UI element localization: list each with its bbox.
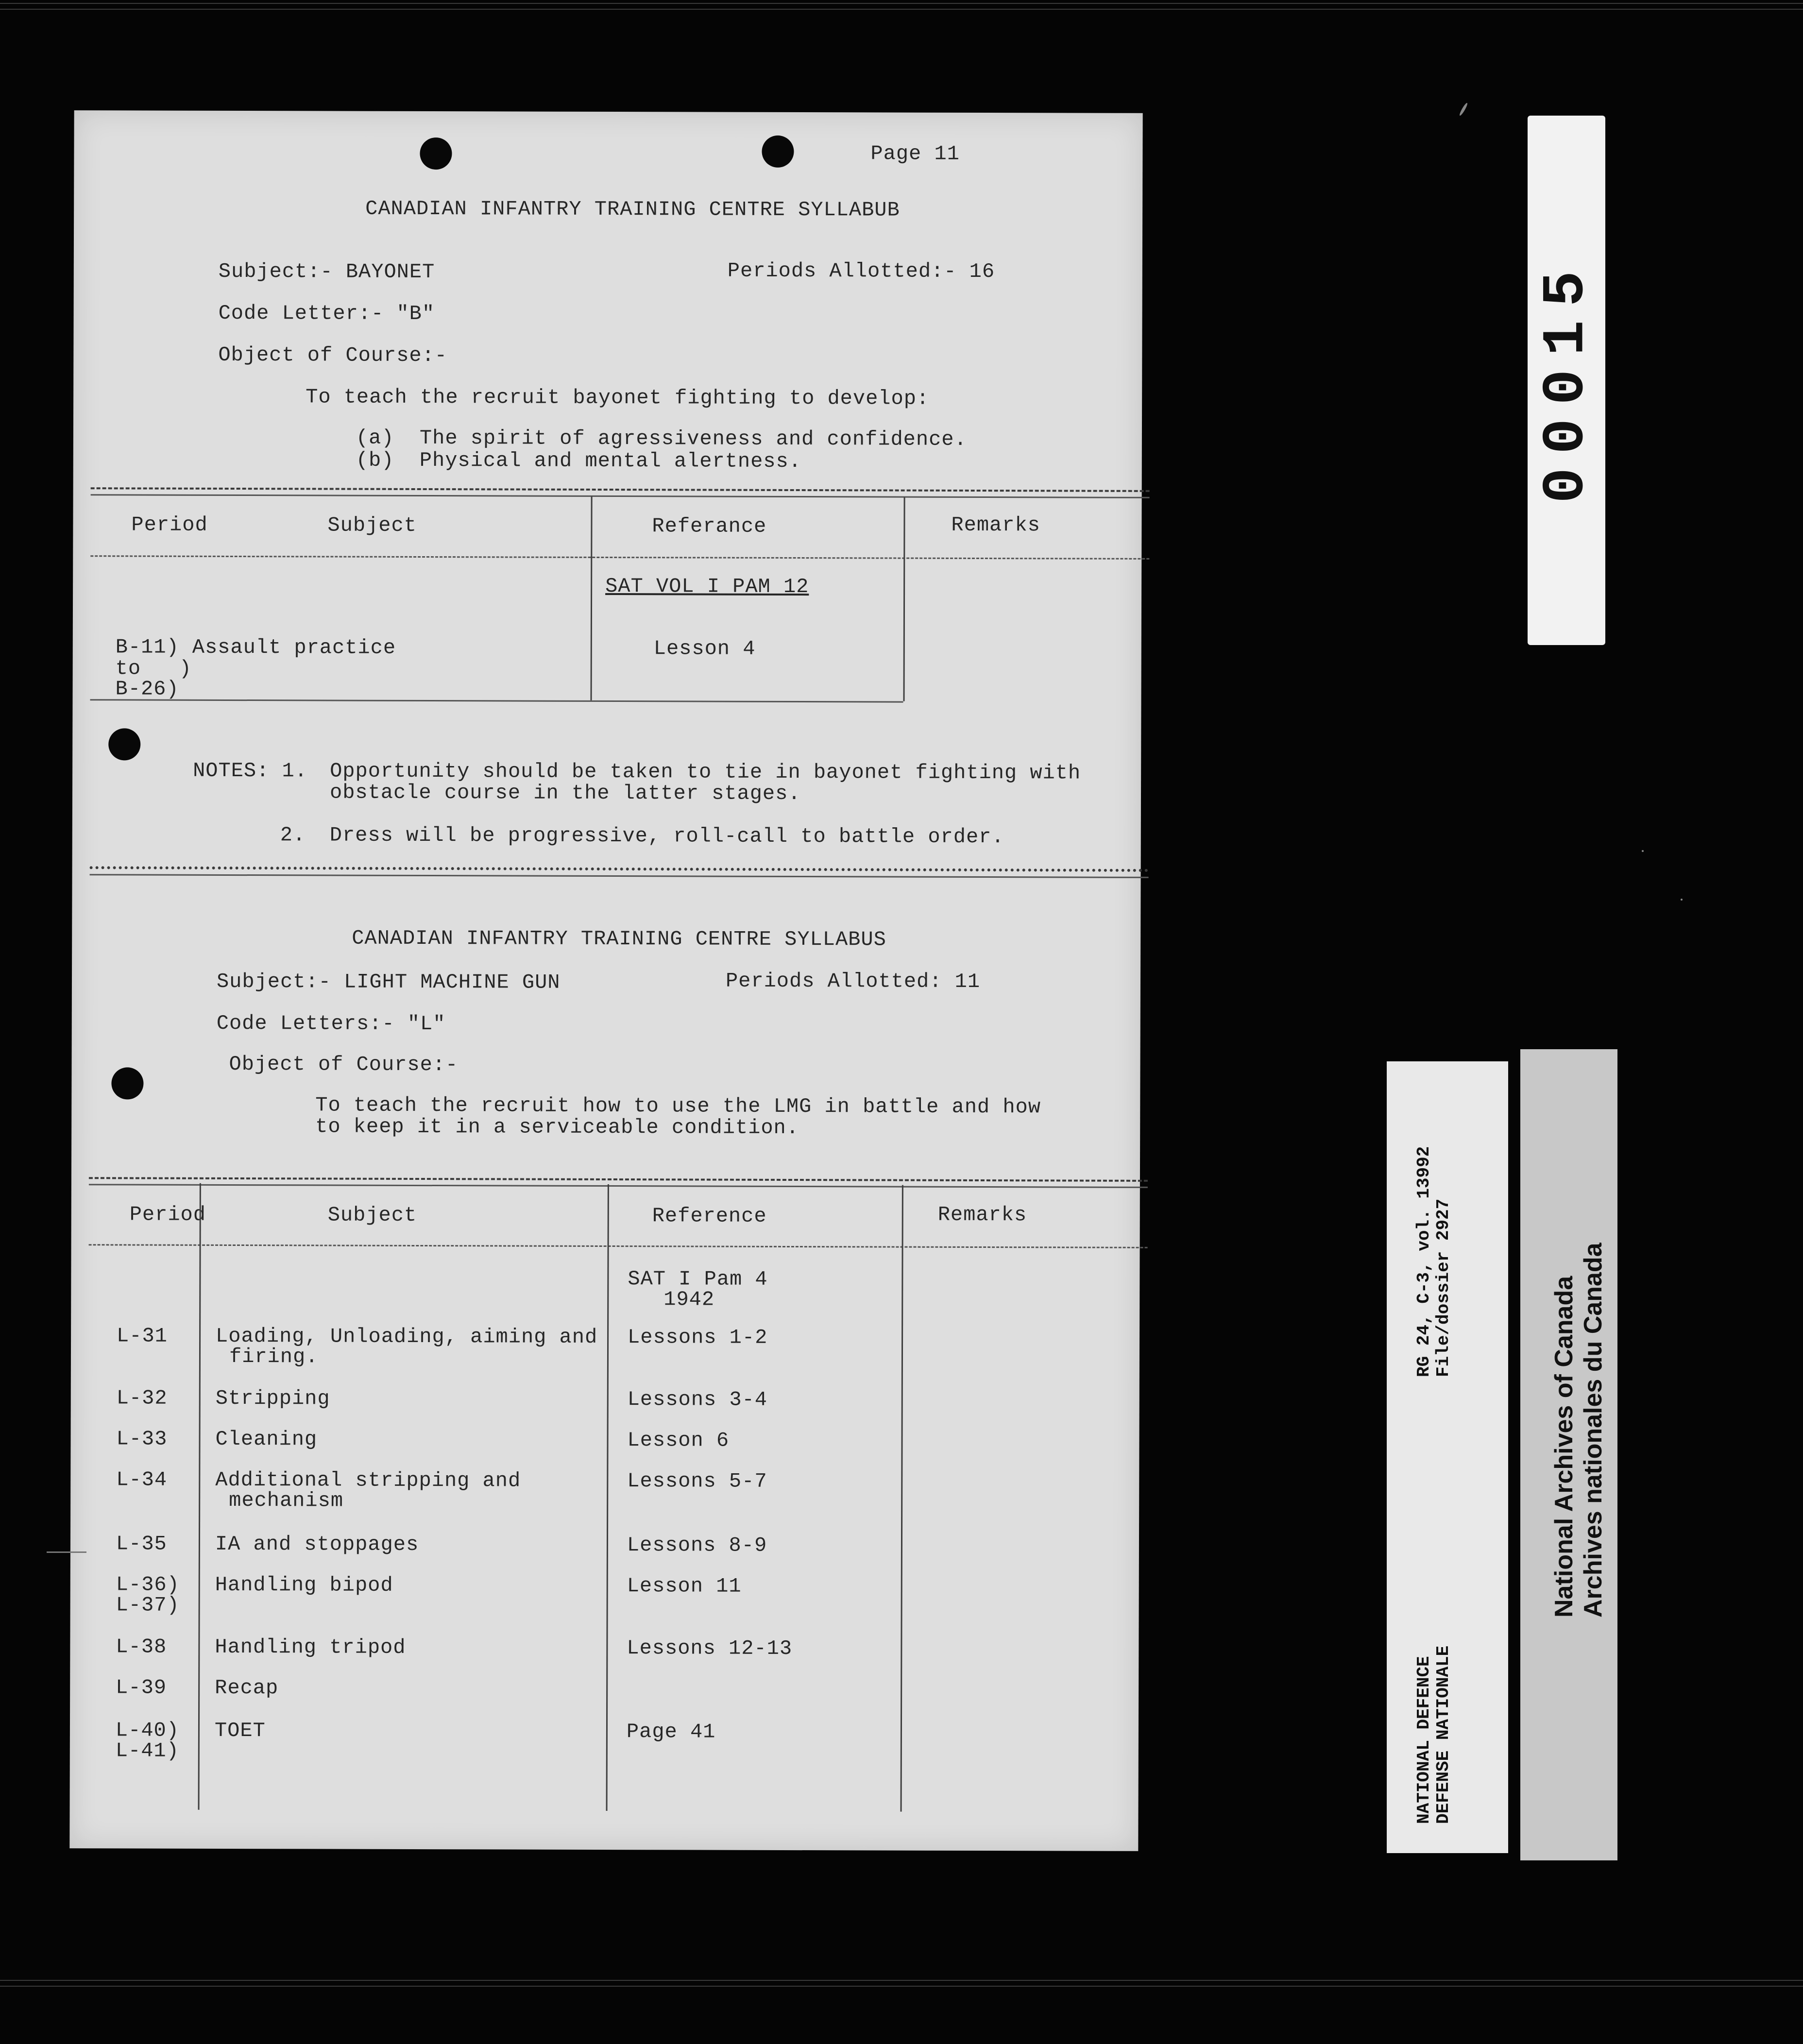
row-period: L-39 <box>116 1676 167 1700</box>
section2-periods: Periods Allotted: 11 <box>725 969 981 994</box>
punch-hole <box>762 136 794 168</box>
table1-ref-source: SAT VOL I PAM 12 <box>605 574 809 599</box>
punch-hole <box>108 728 140 760</box>
table1-header-reference: Referance <box>652 514 767 538</box>
film-scratch <box>1459 102 1468 117</box>
archives-label <box>1520 1049 1617 1860</box>
section2-subject: Subject:- LIGHT MACHINE GUN <box>216 970 561 994</box>
row-reference: Lesson 6 <box>627 1429 730 1452</box>
table2-header-remarks: Remarks <box>937 1203 1027 1227</box>
note2-text: Dress will be progressive, roll-call to battle order. <box>329 823 1004 849</box>
section-divider <box>90 866 1149 878</box>
table2-col-divider <box>198 1183 201 1810</box>
table2-top-rule <box>89 1177 1148 1188</box>
row-period: L-33 <box>116 1427 168 1451</box>
row-period-cont: L-41) <box>115 1739 179 1763</box>
row-reference: Lessons 8-9 <box>627 1533 767 1557</box>
row-subject: Loading, Unloading, aiming and <box>216 1324 598 1349</box>
section1-title: CANADIAN INFANTRY TRAINING CENTRE SYLLABUB <box>365 197 900 222</box>
film-speck <box>1681 899 1683 901</box>
section2-object-line2: to keep it in a serviceable condition. <box>315 1115 799 1140</box>
table1-col-divider <box>591 496 593 700</box>
row-period: L-34 <box>116 1468 168 1492</box>
table1-header-rule <box>90 555 1149 560</box>
table2-header-subject: Subject <box>327 1203 417 1227</box>
table1-subject: Assault practice <box>192 635 396 660</box>
section1-periods: Periods Allotted:- 16 <box>727 259 995 284</box>
row-reference: Lessons 3-4 <box>627 1388 768 1412</box>
table1-col-divider <box>903 497 905 701</box>
row-subject: Additional stripping and <box>215 1468 521 1493</box>
row-reference: Lesson 11 <box>627 1574 742 1598</box>
punch-hole <box>111 1067 143 1099</box>
table1-period-1: B-11) <box>115 635 179 659</box>
frame-number-strip <box>1528 116 1605 645</box>
row-period: L-36) <box>116 1573 180 1597</box>
section2-title: CANADIAN INFANTRY TRAINING CENTRE SYLLABUS <box>352 926 886 952</box>
film-edge-bottom <box>0 1980 1803 1987</box>
row-period: L-40) <box>115 1719 180 1742</box>
section1-point-b: (b) Physical and mental alertness. <box>356 448 802 474</box>
page-number: Page 11 <box>870 142 960 166</box>
punch-hole <box>420 137 452 170</box>
row-period-cont: L-37) <box>116 1593 180 1617</box>
table1-reference: Lesson 4 <box>653 637 756 661</box>
table2-header-rule <box>89 1244 1148 1248</box>
table2-col-divider <box>901 1185 903 1812</box>
section2-object-label: Object of Course:- <box>229 1052 459 1077</box>
row-period: L-32 <box>116 1386 168 1410</box>
frame-number: 00015 <box>1532 257 1600 504</box>
archives-name-fr: Archives nationales du Canada <box>1579 1243 1607 1618</box>
table2-header-reference: Reference <box>652 1204 767 1228</box>
notes-label: NOTES: 1. <box>193 759 308 783</box>
row-subject: TOET <box>214 1719 266 1743</box>
table2-ref-year: 1942 <box>663 1288 715 1312</box>
rg-reference: RG 24, C-3, vol. 13992 <box>1414 1146 1434 1377</box>
row-period: L-38 <box>116 1635 167 1659</box>
table1-top-rule <box>91 487 1150 498</box>
row-reference: Lessons 1-2 <box>628 1326 768 1349</box>
table1-header-period: Period <box>131 513 208 537</box>
table1-header-subject: Subject <box>327 513 417 537</box>
row-period: L-35 <box>116 1532 167 1556</box>
section2-object-line1: To teach the recruit how to use the LMG in battle and how <box>315 1093 1041 1119</box>
row-subject: Handling tripod <box>215 1635 406 1659</box>
row-subject: Cleaning <box>215 1427 318 1451</box>
table1-period-3: B-26) <box>115 677 179 701</box>
row-subject-cont: mechanism <box>229 1488 344 1513</box>
note1-line1: Opportunity should be taken to tie in bayonet fighting with <box>330 759 1081 785</box>
section1-object-label: Object of Course:- <box>218 343 448 368</box>
row-reference: Lessons 12-13 <box>627 1636 793 1661</box>
table2-header-period: Period <box>129 1203 206 1226</box>
table1-header-remarks: Remarks <box>951 513 1040 537</box>
reference-label <box>1387 1061 1508 1853</box>
table1-period-2: to ) <box>115 657 192 681</box>
table2-ref-source: SAT I Pam 4 <box>628 1267 768 1291</box>
section1-subject: Subject:- BAYONET <box>218 259 435 284</box>
section1-object-text: To teach the recruit bayonet fighting to develop: <box>306 385 930 410</box>
file-reference: File/dossier 2927 <box>1433 1198 1453 1377</box>
film-speck <box>1642 850 1644 852</box>
row-subject: Recap <box>215 1676 279 1700</box>
note1-line2: obstacle course in the latter stages. <box>329 781 801 806</box>
row-reference: Page 41 <box>626 1720 716 1744</box>
document-sheet <box>69 110 1142 1851</box>
row-period: L-31 <box>117 1324 168 1348</box>
row-subject-cont: firing. <box>229 1345 319 1369</box>
defense-nationale: DEFENSE NATIONALE <box>1433 1645 1453 1824</box>
section2-code: Code Letters:- "L" <box>216 1011 446 1036</box>
note2-number: 2. <box>280 823 306 847</box>
archives-name-en: National Archives of Canada <box>1550 1276 1578 1618</box>
row-subject: Stripping <box>215 1386 330 1411</box>
national-defence: NATIONAL DEFENCE <box>1414 1656 1434 1824</box>
row-subject: Handling bipod <box>215 1573 393 1597</box>
film-scratch <box>47 1551 86 1553</box>
film-edge-top <box>0 3 1803 10</box>
section1-code: Code Letter:- "B" <box>218 301 435 326</box>
table1-bottom-rule <box>90 699 903 702</box>
row-reference: Lessons 5-7 <box>627 1469 767 1493</box>
row-subject: IA and stoppages <box>215 1532 419 1556</box>
section1-point-a: (a) The spirit of agressiveness and confidence. <box>356 426 967 451</box>
table2-col-divider <box>606 1184 609 1811</box>
